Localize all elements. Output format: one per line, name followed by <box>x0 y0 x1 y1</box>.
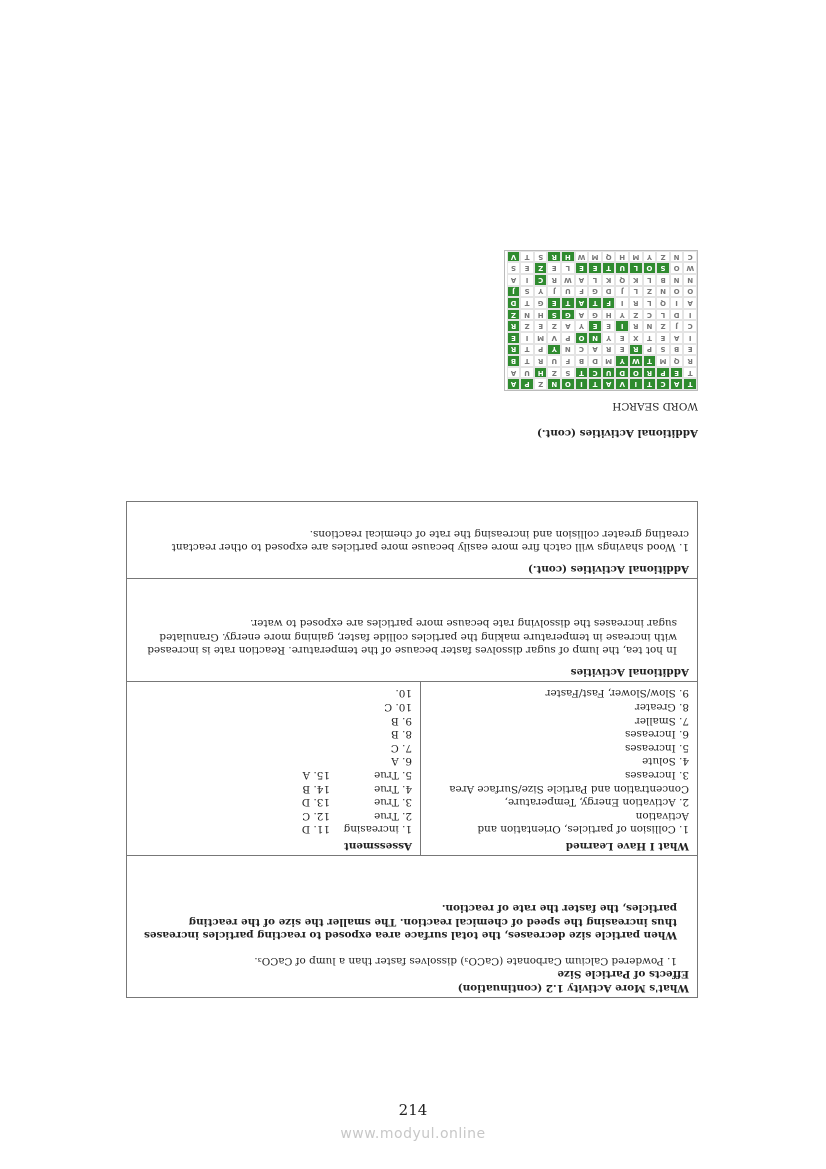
learned-item: 3. Increases <box>625 769 689 782</box>
word-search-cell: C <box>656 378 670 390</box>
word-search-cell: R <box>602 344 616 356</box>
word-search-cell: Z <box>547 320 561 332</box>
word-search-label: WORD SEARCH <box>612 400 698 412</box>
word-search-cell: G <box>588 309 602 321</box>
word-search-cell: N <box>670 251 684 263</box>
word-search-cell: I <box>575 378 589 390</box>
word-search-cell: R <box>507 344 521 356</box>
whats-more-item-1: 1. Powdered Calcium Carbonate (CaCO₃) dissolves faster than a lump of CaCO₃. <box>254 954 677 967</box>
word-search-cell: Z <box>643 286 657 298</box>
word-search-cell: P <box>643 344 657 356</box>
word-search-cell: H <box>615 251 629 263</box>
section-learned-assessment <box>127 681 697 855</box>
additional-cont-text: 1. Wood shavings will catch fire more easily because more particles are exposed to other reactant creating greater collision and increasing the rate of chemical reactions. <box>171 527 689 554</box>
word-search-cell: A <box>507 274 521 286</box>
word-search-cell: T <box>643 378 657 390</box>
word-search-cell: A <box>588 344 602 356</box>
word-search-cell: A <box>561 320 575 332</box>
word-search-cell: A <box>670 378 684 390</box>
word-search-cell: A <box>670 332 684 344</box>
word-search-cell: P <box>534 344 548 356</box>
word-search-cell: R <box>547 251 561 263</box>
word-search-cell: T <box>588 378 602 390</box>
assessment-answer: 5. True <box>374 769 412 782</box>
word-search-cell: G <box>561 309 575 321</box>
word-search-cell: T <box>683 378 697 390</box>
word-search-cell: E <box>588 320 602 332</box>
word-search-cell: I <box>520 274 534 286</box>
word-search-cell: U <box>602 367 616 379</box>
whats-more-subtitle: Effects of Particle Size <box>557 968 689 981</box>
assessment-answer: 9. B <box>391 714 412 727</box>
word-search-cell: J <box>670 320 684 332</box>
word-search-cell: A <box>575 309 589 321</box>
word-search-cell: R <box>629 320 643 332</box>
word-search-cell: P <box>656 367 670 379</box>
word-search-cell: L <box>643 274 657 286</box>
word-search-cell: E <box>575 262 589 274</box>
word-search-cell: M <box>534 332 548 344</box>
learned-item: 4. Solute <box>642 755 689 768</box>
word-search-cell: I <box>683 309 697 321</box>
word-search-cell: M <box>588 251 602 263</box>
word-search-cell: R <box>547 274 561 286</box>
word-search-cell: I <box>670 297 684 309</box>
word-search-cell: S <box>534 251 548 263</box>
learned-item: 1. Collision of particles, Orientation and Activation <box>477 809 689 836</box>
assessment-answer: 11. D <box>301 823 330 836</box>
watermark: www.modyul.online <box>340 1126 486 1142</box>
word-search-cell: E <box>547 297 561 309</box>
word-search-cell: D <box>588 355 602 367</box>
assessment-title: Assessment <box>343 840 412 852</box>
word-search-cell: O <box>643 262 657 274</box>
word-search-cell: O <box>629 367 643 379</box>
word-search-cell: K <box>629 274 643 286</box>
word-search-cell: Z <box>547 367 561 379</box>
word-search-cell: G <box>588 286 602 298</box>
word-search-cell: O <box>670 262 684 274</box>
word-search-cell: P <box>561 332 575 344</box>
word-search-cell: L <box>588 274 602 286</box>
word-search-cell: E <box>670 367 684 379</box>
assessment-answer: 13. D <box>301 796 330 809</box>
word-search-cell: T <box>575 367 589 379</box>
word-search-cell: C <box>534 274 548 286</box>
answer-key-table <box>126 501 698 998</box>
word-search-puzzle <box>488 250 698 391</box>
word-search-cell: N <box>643 320 657 332</box>
word-search-cell: H <box>602 309 616 321</box>
learned-title: What I Have Learned <box>565 840 689 852</box>
word-search-cell: S <box>561 367 575 379</box>
word-search-cell: R <box>629 344 643 356</box>
word-search-cell: I <box>520 332 534 344</box>
assessment-column <box>127 682 421 855</box>
word-search-cell: Y <box>615 309 629 321</box>
assessment-answer: 3. True <box>374 796 412 809</box>
word-search-cell: H <box>534 309 548 321</box>
word-search-cell: L <box>643 297 657 309</box>
word-search-cell: N <box>670 274 684 286</box>
word-search-cell: T <box>561 297 575 309</box>
page-number: 214 <box>398 1101 428 1119</box>
word-search-cell: T <box>683 367 697 379</box>
word-search-cell: T <box>602 262 616 274</box>
word-search-cell: T <box>643 332 657 344</box>
word-search-cell: E <box>602 320 616 332</box>
assessment-answer: 14. B <box>302 782 330 795</box>
word-search-cell: K <box>602 274 616 286</box>
word-search-cell: E <box>520 262 534 274</box>
word-search-cell: R <box>534 355 548 367</box>
word-search-cell: U <box>520 367 534 379</box>
word-search-cell: E <box>547 262 561 274</box>
learned-column <box>421 682 697 855</box>
word-search-cell: E <box>534 320 548 332</box>
word-search-cell: R <box>507 320 521 332</box>
word-search-cell: V <box>615 378 629 390</box>
word-search-cell: E <box>683 344 697 356</box>
assessment-answer: 10. <box>395 687 412 700</box>
word-search-cell: N <box>588 332 602 344</box>
assessment-answer: 4. True <box>374 782 412 795</box>
word-search-cell: L <box>656 309 670 321</box>
assessment-answer <box>270 754 330 768</box>
word-search-cell: U <box>615 262 629 274</box>
word-search-cell: R <box>643 367 657 379</box>
word-search-cell: I <box>683 332 697 344</box>
word-search-cell: N <box>547 378 561 390</box>
word-search-cell: Z <box>534 378 548 390</box>
section-additional <box>127 578 697 681</box>
word-search-cell: P <box>520 378 534 390</box>
word-search-cell: B <box>656 274 670 286</box>
word-search-cell: Z <box>656 320 670 332</box>
word-search-cell: H <box>561 251 575 263</box>
learned-list <box>429 686 689 836</box>
word-search-cell: O <box>670 286 684 298</box>
word-search-cell: F <box>561 355 575 367</box>
word-search-cell: R <box>683 355 697 367</box>
assessment-answer <box>270 686 330 700</box>
word-search-cell: C <box>575 344 589 356</box>
word-search-cell: A <box>575 274 589 286</box>
word-search-cell: G <box>534 297 548 309</box>
word-search-cell: S <box>656 344 670 356</box>
additional-title: Additional Activities <box>570 665 689 678</box>
word-search-cell: T <box>520 251 534 263</box>
word-search-cell: L <box>629 262 643 274</box>
word-search-cell: D <box>670 309 684 321</box>
assessment-answer <box>270 713 330 727</box>
word-search-cell: F <box>602 297 616 309</box>
word-search-cell: W <box>629 355 643 367</box>
word-search-cell: Y <box>534 286 548 298</box>
word-search-cell: O <box>683 286 697 298</box>
word-search-cell: Z <box>507 309 521 321</box>
assessment-answer: 1. increasing <box>343 823 412 836</box>
assessment-answer: 12. C <box>302 809 330 822</box>
word-search-cell: D <box>602 286 616 298</box>
word-search-cell: I <box>615 297 629 309</box>
assessment-answer <box>270 699 330 713</box>
word-search-cell: B <box>507 355 521 367</box>
word-search-cell: N <box>561 344 575 356</box>
word-search-cell: C <box>683 251 697 263</box>
word-search-cell: Y <box>547 344 561 356</box>
word-search-cell: N <box>656 286 670 298</box>
whats-more-title: What's More Activity 1.2 (continuation) <box>457 982 689 994</box>
learned-item: 7. Smaller <box>634 714 689 727</box>
learned-item: 9. Slow/Slower, Fast/Faster <box>545 687 689 700</box>
word-search-cell: E <box>615 332 629 344</box>
additional-cont-title: Additional Activities (cont.) <box>527 562 689 575</box>
word-search-cell: Y <box>643 251 657 263</box>
word-search-cell: M <box>602 355 616 367</box>
word-search-cell: S <box>547 309 561 321</box>
word-search-cell: A <box>683 297 697 309</box>
word-search-cell: M <box>629 251 643 263</box>
word-search-cell: E <box>615 344 629 356</box>
word-search-cell: J <box>507 286 521 298</box>
word-search-cell: A <box>575 297 589 309</box>
word-search-cell: U <box>561 286 575 298</box>
word-search-cell: D <box>507 297 521 309</box>
assessment-answer: 8. B <box>391 728 412 741</box>
word-search-cell: T <box>643 355 657 367</box>
word-search-cell: V <box>507 251 521 263</box>
assessment-answer: 15. A <box>302 769 330 782</box>
word-search-cell: T <box>520 344 534 356</box>
word-search-cell: T <box>520 355 534 367</box>
assessment-answer: 7. C <box>390 741 412 754</box>
word-search-cell: A <box>507 378 521 390</box>
word-search-cell: Q <box>615 274 629 286</box>
word-search-cell: Z <box>629 309 643 321</box>
word-search-cell: Q <box>602 251 616 263</box>
assessment-answer: 6. A <box>391 755 412 768</box>
word-search-cell: C <box>683 320 697 332</box>
word-search-cell: J <box>547 286 561 298</box>
word-search-cell: S <box>507 262 521 274</box>
word-search-cell: Z <box>534 262 548 274</box>
section-additional-cont <box>127 502 697 578</box>
word-search-cell: T <box>588 297 602 309</box>
learned-item: 6. Increases <box>625 728 689 741</box>
word-search-cell: H <box>534 367 548 379</box>
word-search-cell: Y <box>575 320 589 332</box>
word-search-section-title: Additional Activities (cont.) <box>536 427 698 439</box>
word-search-cell: B <box>575 355 589 367</box>
word-search-cell: A <box>507 367 521 379</box>
word-search-cell: Y <box>602 332 616 344</box>
whats-more-conclusion: When particle size decreases, the total surface area exposed to reacting particles increases thus increasing the speed of chemical reaction. The smaller the size of the reacting particles, the faster the rate of reaction. <box>144 902 677 942</box>
learned-item: 5. Increases <box>625 741 689 754</box>
word-search-cell: U <box>547 355 561 367</box>
assessment-answer <box>270 727 330 741</box>
word-search-cell: O <box>575 332 589 344</box>
word-search-cell: N <box>520 309 534 321</box>
word-search-cell: B <box>670 344 684 356</box>
word-search-cell: E <box>656 332 670 344</box>
word-search-cell: L <box>629 286 643 298</box>
assessment-answer: 2. True <box>374 809 412 822</box>
word-search-cell: I <box>629 378 643 390</box>
learned-item: 2. Activation Energy, Temperature, Concentration and Particle Size/Surface Area <box>449 782 689 809</box>
additional-text: In hot tea, the lump of sugar dissolves faster because of the temperature. Reaction rate is increased with increase in temperature making the particles collide faster, gaining more energy. Granulated sugar increases the dissolving rate because more particles are exposed to water. <box>147 617 677 657</box>
word-search-cell: C <box>588 367 602 379</box>
word-search-cell: X <box>629 332 643 344</box>
section-whats-more <box>127 855 697 997</box>
word-search-cell: W <box>561 274 575 286</box>
word-search-cell: R <box>629 297 643 309</box>
word-search-cell: M <box>656 355 670 367</box>
assessment-answer <box>270 740 330 754</box>
word-search-cell: W <box>683 262 697 274</box>
word-search-cell: Y <box>615 355 629 367</box>
word-search-cell: F <box>575 286 589 298</box>
word-search-cell: J <box>615 286 629 298</box>
assessment-list <box>127 686 412 836</box>
word-search-cell: S <box>520 286 534 298</box>
word-search-cell: Q <box>670 355 684 367</box>
assessment-answer: 10. C <box>384 701 412 714</box>
word-search-cell: Z <box>520 320 534 332</box>
word-search-cell: E <box>507 332 521 344</box>
word-search-cell: S <box>656 262 670 274</box>
word-search-cell: E <box>588 262 602 274</box>
word-search-cell: O <box>561 378 575 390</box>
word-search-cell: C <box>643 309 657 321</box>
word-search-cell: L <box>561 262 575 274</box>
word-search-cell: I <box>615 320 629 332</box>
word-search-cell: Q <box>656 297 670 309</box>
word-search-grid <box>504 250 698 391</box>
word-search-cell: T <box>520 297 534 309</box>
word-search-cell: N <box>683 274 697 286</box>
word-search-cell: D <box>615 367 629 379</box>
word-search-cell: A <box>602 378 616 390</box>
word-search-cell: V <box>547 332 561 344</box>
word-search-cell: W <box>575 251 589 263</box>
learned-item: 8. Greater <box>634 701 689 714</box>
word-search-cell: Z <box>656 251 670 263</box>
